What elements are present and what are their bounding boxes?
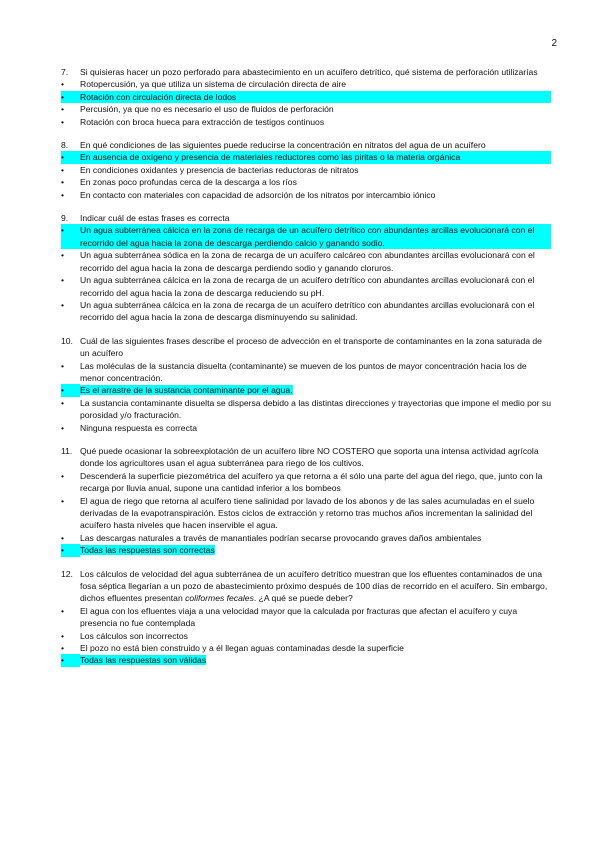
bullet-icon: • <box>61 151 80 163</box>
question-9 <box>61 212 551 324</box>
question-number: 10. <box>61 335 73 346</box>
option: • Las moléculas de la sustancia disuelta (contaminante) se mueven de los puntos de mayor concentración hacia los de menor concentración. <box>61 360 527 383</box>
option-list <box>61 470 551 557</box>
option-correct: • En ausencia de oxígeno y presencia de materiales reductores como las piritas o la materia orgánica <box>61 151 551 163</box>
bullet-icon: • <box>61 544 80 556</box>
option: • Un agua subterránea cálcica en la zona de recarga de un acuífero detrítico con abundantes arcillas evolucionará con el recorrido del agua hacia la zona de descarga reduciendo su pH. <box>61 275 535 298</box>
bullet-icon: • <box>61 422 65 433</box>
bullet-icon: • <box>61 360 65 371</box>
bullet-icon: • <box>61 91 80 103</box>
option: • Las descargas naturales a través de manantiales podrían secarse provocando graves daños ambientales <box>61 532 482 543</box>
question-number: 8. <box>61 140 69 151</box>
option: • En contacto con materiales con capacidad de adsorción de los nitratos por intercambio iónico <box>61 189 436 200</box>
bullet-icon: • <box>61 164 65 175</box>
bullet-icon: • <box>61 104 65 115</box>
option: • Percusión, ya que no es necesario el uso de fluidos de perforación <box>61 104 334 115</box>
question-number: 7. <box>61 67 69 77</box>
option: • El agua de riego que retorna al acuífero tiene salinidad por lavado de los abonos y de las sales acumuladas en el suelo derivadas de la evapotranspiración. Estos ciclos de extracción y retorno tras muchos años incrementan la salinidad del acuífero hasta niveles que hacen inservible el agua. <box>61 495 535 531</box>
bullet-icon: • <box>61 643 65 654</box>
option: • En zonas poco profundas cerca de la descarga a los ríos <box>61 177 297 188</box>
bullet-icon: • <box>61 532 65 543</box>
option: • Ninguna respuesta es correcta <box>61 422 198 433</box>
bullet-icon: • <box>61 397 65 408</box>
italic-term: coliformes fecales <box>185 593 254 604</box>
option-list <box>61 151 551 201</box>
bullet-icon: • <box>61 250 65 261</box>
bullet-icon: • <box>61 275 65 286</box>
option: • Rotopercusión, ya que utiliza un sistema de circulación directa de aire <box>61 79 347 90</box>
option-list <box>61 224 551 323</box>
bullet-icon: • <box>61 224 80 249</box>
option-correct: • Es el arrastre de la sustancia contaminante por el agua. <box>61 385 293 396</box>
question-number: 11. <box>61 445 73 456</box>
option-list <box>61 605 551 667</box>
option-correct: • Un agua subterránea cálcica en la zona de recarga de un acuífero detrítico con abundantes arcillas evolucionará con el recorrido del agua hacia la zona de descarga perdiendo calcio y ganando sodio. <box>61 224 551 249</box>
question-12 <box>61 568 551 667</box>
option-list <box>61 360 551 434</box>
page-number: 2 <box>551 38 557 49</box>
question-number: 12. <box>61 568 73 579</box>
bullet-icon: • <box>61 470 65 481</box>
bullet-icon: • <box>61 116 65 127</box>
bullet-icon: • <box>61 605 65 616</box>
bullet-icon: • <box>61 495 65 506</box>
question-text: Indicar cuál de estas frases es correcta <box>80 213 230 224</box>
question-text: En qué condiciones de las siguientes puede reducirse la concentración en nitratos del agua de un acuífero <box>80 140 486 151</box>
bullet-icon: • <box>61 189 65 200</box>
option-correct: • Todas las respuestas son válidas <box>61 655 207 666</box>
option: • Un agua subterránea cálcica en la zona de recarga de un acuífero detrítico con abundantes arcillas evolucionará con el recorrido del agua hacia la zona de descarga disminuyendo su salinidad. <box>61 299 535 323</box>
question-8 <box>61 139 551 201</box>
exam-content <box>61 66 551 678</box>
question-text: Los cálculos de velocidad del agua subterránea de un acuífero detrítico muestran que los efluentes contaminados de una fosa séptica llegarían a un pozo de abastecimiento próximo después de 100 días de recorrido en el acuífero. Sin embargo, dichos efluentes presentan coliformes fecales. ¿A qué se puede deber? <box>80 568 548 604</box>
bullet-icon: • <box>61 654 80 666</box>
option-correct: • Rotación con circulación directa de lodos <box>61 91 551 103</box>
bullet-icon: • <box>61 177 65 188</box>
option-list <box>61 78 551 128</box>
question-7 <box>61 66 551 128</box>
question-10 <box>61 335 551 434</box>
option: • En condiciones oxidantes y presencia de bacterias reductoras de nitratos <box>61 164 359 175</box>
question-number: 9. <box>61 213 69 224</box>
option-correct: • Todas las respuestas son correctas <box>61 545 215 556</box>
question-11 <box>61 445 551 557</box>
option: • Rotación con broca hueca para extracción de testigos continuos <box>61 116 325 127</box>
bullet-icon: • <box>61 79 65 90</box>
option: • Un agua subterránea sódica en la zona de recarga de un acuífero calcáreo con abundantes arcillas evolucionará con el recorrido del agua hacia la zona de descarga perdiendo sodio y ganando cloruros. <box>61 250 535 273</box>
option: • El agua con los efluentes viaja a una velocidad mayor que la calculada por fracturas que afectan el acuífero y cuya presencia no fue contemplada <box>61 605 518 629</box>
option: • Descenderá la superficie piezométrica del acuífero ya que retorna a él sólo una parte del agua del riego, que, junto con la recarga por lluvia anual, supone una cantidad inferior a los bombeos <box>61 470 543 494</box>
bullet-icon: • <box>61 299 65 310</box>
question-text: Cuál de las siguientes frases describe el proceso de advección en el transporte de contaminantes en la zona saturada de un acuífero <box>80 335 542 359</box>
question-text: Qué puede ocasionar la sobreexplotación de un acuífero libre NO COSTERO que soporta una intensa actividad agrícola donde los agricultores usan el agua subterránea para riego de los cultivos. <box>80 445 539 469</box>
bullet-icon: • <box>61 630 65 641</box>
question-text: Si quisieras hacer un pozo perforado para abastecimiento en un acuífero detrítico, qué sistema de perforación utilizarías <box>80 67 538 77</box>
option: • La sustancia contaminante disuelta se dispersa debido a las distintas direcciones y trayectorias que impone el medio por su porosidad y/o fracturación. <box>61 397 552 421</box>
option: • Los cálculos son incorrectos <box>61 630 188 641</box>
option: • El pozo no está bien construido y a él llegan aguas contaminadas desde la superficie <box>61 643 404 654</box>
bullet-icon: • <box>61 384 80 396</box>
